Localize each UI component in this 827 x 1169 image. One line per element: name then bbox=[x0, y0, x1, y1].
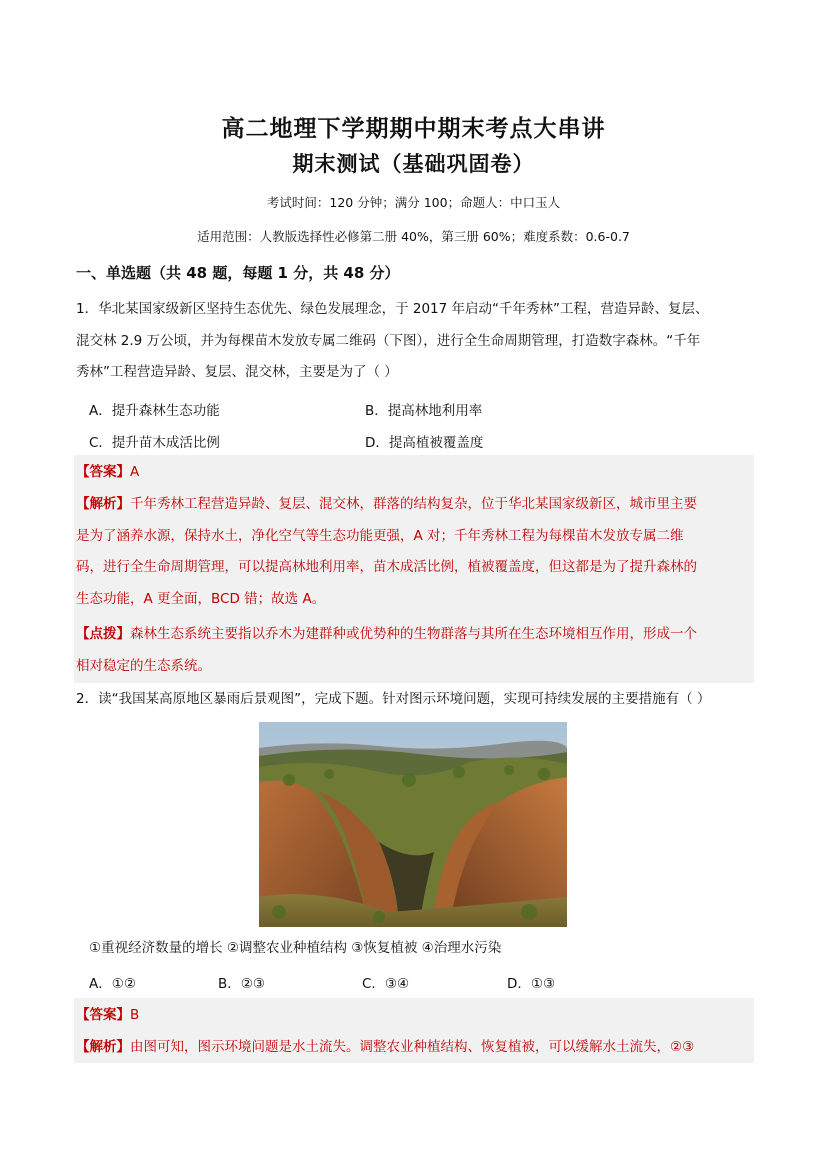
q2-measures: ①重视经济数量的增长 ②调整农业种植结构 ③恢复植被 ④治理水污染 bbox=[89, 940, 502, 956]
q2-answer bbox=[76, 1000, 752, 1032]
question-1-line: 混交林 2.9 万公顷，并为每棵苗木发放专属二维码（下图），进行全生命周期管理，打造数字森林。“千年 bbox=[76, 332, 701, 349]
q1-analysis bbox=[76, 489, 752, 615]
q1-answer bbox=[76, 457, 752, 489]
answer-value: B bbox=[130, 1007, 140, 1023]
q1-option-b: B．提高林地利用率 bbox=[365, 403, 483, 419]
q2-analysis bbox=[76, 1032, 752, 1064]
q1-option-c: C．提升苗木成活比例 bbox=[89, 435, 220, 451]
tip-line: 森林生态系统主要指以乔木为建群种或优势种的生物群落与其所在生态环境相互作用，形成一个 bbox=[130, 626, 697, 642]
section-heading: 一、单选题（共 48 题，每题 1 分，共 48 分） bbox=[76, 264, 400, 282]
q1-tip bbox=[76, 619, 752, 682]
q1-option-d: D．提高植被覆盖度 bbox=[365, 435, 484, 451]
answer-tag: 【答案】 bbox=[76, 464, 130, 480]
analysis-line: 是为了涵养水源，保持水土，净化空气等生态功能更强，A 对；千年秀林工程为每棵苗木发放专属二维 bbox=[76, 527, 684, 544]
exam-title: 高二地理下学期期中期末考点大串讲 bbox=[221, 115, 606, 142]
exam-subtitle: 期末测试（基础巩固卷） bbox=[292, 151, 535, 176]
analysis-line: 由图可知，图示环境问题是水土流失。调整农业种植结构、恢复植被，可以缓解水土流失，②③ bbox=[130, 1039, 695, 1055]
analysis-line: 千年秀林工程营造异龄、复层、混交林，群落的结构复杂，位于华北某国家级新区，城市里主要 bbox=[130, 496, 697, 512]
q2-option-a: A．①② bbox=[89, 976, 136, 992]
tip-tag: 【点拨】 bbox=[76, 626, 130, 642]
exam-info: 考试时间：120 分钟；满分 100；命题人：中口玉人 bbox=[266, 195, 561, 210]
scope-info: 适用范围：人教版选择性必修第二册 40%，第三册 60%；难度系数：0.6-0.7 bbox=[197, 229, 630, 244]
question-1-stem bbox=[76, 294, 752, 389]
q1-option-a: A．提升森林生态功能 bbox=[89, 403, 220, 419]
q2-option-c: C．③④ bbox=[362, 976, 410, 992]
tip-line: 相对稳定的生态系统。 bbox=[76, 657, 211, 674]
analysis-line: 码，进行全生命周期管理，可以提高林地利用率，苗木成活比例，植被覆盖度，但这都是为了提升森林的 bbox=[76, 559, 697, 575]
analysis-line: 生态功能，A 更全面，BCD 错；故选 A。 bbox=[76, 590, 326, 607]
plateau-landscape-photo bbox=[259, 722, 567, 927]
answer-tag: 【答案】 bbox=[76, 1007, 130, 1023]
q2-option-b: B．②③ bbox=[218, 976, 265, 992]
question-1-line: 秀林”工程营造异龄、复层、混交林，主要是为了（ ） bbox=[76, 364, 398, 380]
q2-option-d: D．①③ bbox=[507, 976, 556, 992]
question-2-stem: 2．读“我国某高原地区暴雨后景观图”，完成下题。针对图示环境问题，实现可持续发展的主要措施有（ ） bbox=[76, 691, 711, 707]
answer-value: A bbox=[130, 464, 140, 480]
question-1-line: 1．华北某国家级新区坚持生态优先、绿色发展理念，于 2017 年启动“千年秀林”工程，营造异龄、复层、 bbox=[76, 301, 709, 317]
analysis-tag: 【解析】 bbox=[76, 496, 130, 512]
analysis-tag: 【解析】 bbox=[76, 1039, 130, 1055]
